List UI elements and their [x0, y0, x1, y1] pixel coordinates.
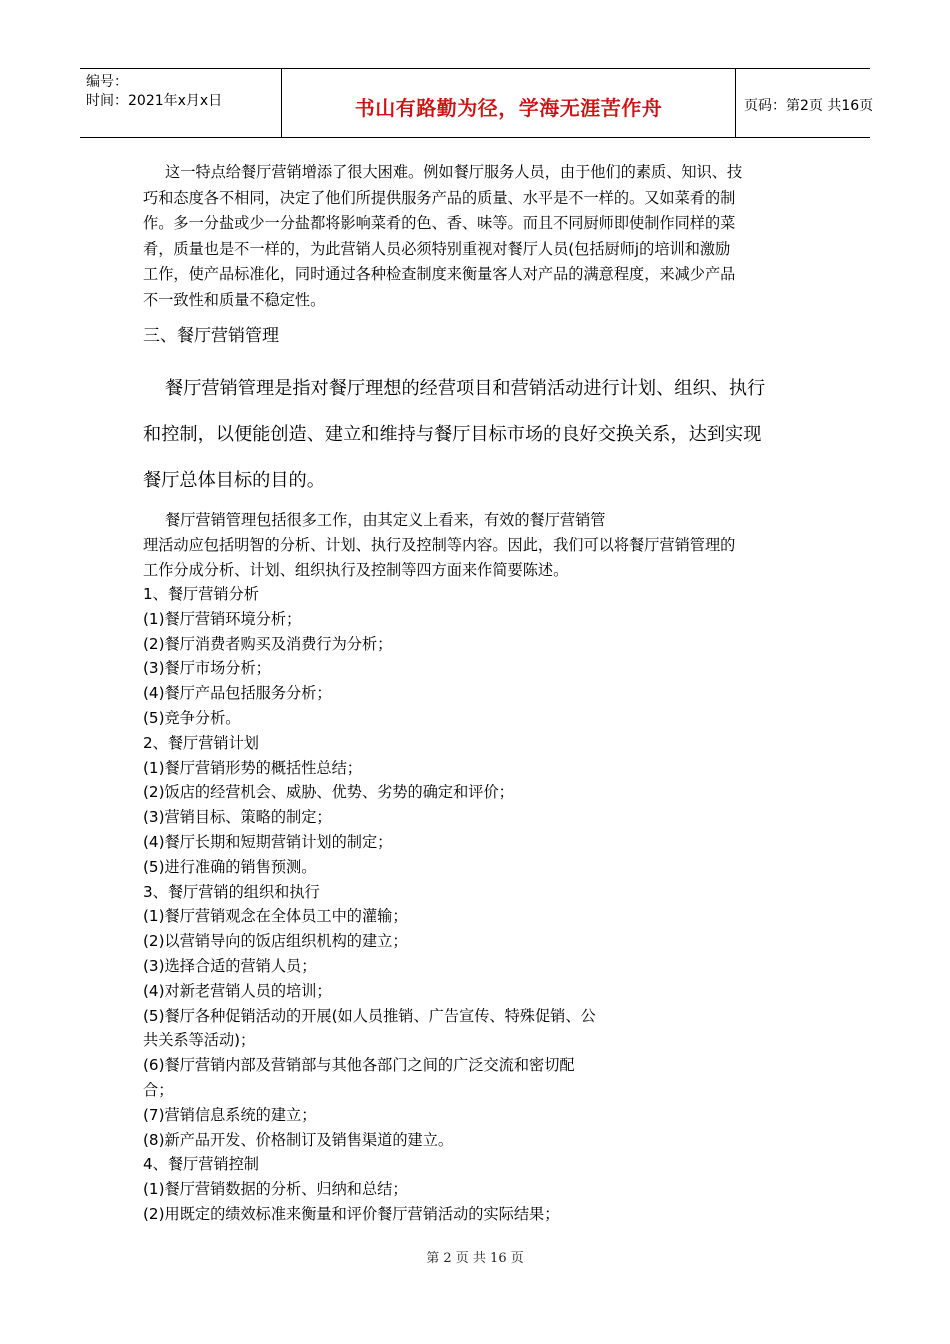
list-item: 合；: [143, 1080, 174, 1099]
text-line: 餐厅营销管理包括很多工作，由其定义上看来，有效的餐厅营销管: [165, 511, 606, 529]
list-item: (2)用既定的绩效标准来衡量和评价餐厅营销活动的实际结果；: [143, 1204, 560, 1223]
list-item: (5)进行准确的销售预测。: [143, 857, 317, 876]
list-item: (5)餐厅各种促销活动的开展(如人员推销、广告宣传、特殊促销、公: [143, 1006, 596, 1025]
list-item: (8)新产品开发、价格制订及销售渠道的建立。: [143, 1130, 454, 1149]
list-item: 1、餐厅营销分析: [143, 585, 259, 603]
list-item: (6)餐厅营销内部及营销部与其他各部门之间的广泛交流和密切配: [143, 1056, 575, 1075]
list-item: (2)以营销导向的饭店组织机构的建立；: [143, 932, 408, 951]
text-line: 这一特点给餐厅营销增添了很大困难。例如餐厅服务人员，由于他们的素质、知识、技: [165, 163, 743, 181]
page-footer: 第 2 页 共 16 页: [426, 1251, 524, 1266]
list-item: (3)营销目标、策略的制定；: [143, 808, 332, 827]
header-page-cell: [736, 69, 874, 137]
text-line: 不一致性和质量不稳定性。: [143, 290, 326, 309]
list-item: (3)餐厅市场分析；: [143, 659, 271, 678]
list-item: (2)餐厅消费者购买及消费行为分析；: [143, 634, 393, 653]
header-motto-cell: [282, 69, 736, 137]
list-item: 2、餐厅营销计划: [143, 733, 259, 752]
list-item: 共关系等活动)；: [143, 1031, 256, 1050]
text-line: 作。多一分盐或少一分盐都将影响菜肴的色、香、味等。而且不同厨师即使制作同样的菜: [143, 214, 736, 233]
list-item: (4)餐厅产品包括服务分析；: [143, 684, 332, 703]
text-line: 肴，质量也是不一样的，为此营销人员必须特别重视对餐厅人员(包括厨师j的培训和激励: [143, 239, 731, 258]
header-meta-cell: [80, 69, 282, 137]
paragraph-scope: [143, 508, 735, 583]
text-line: 餐厅总体目标的目的。: [143, 470, 325, 491]
document-header: [80, 68, 874, 138]
list-item: (1)餐厅营销数据的分析、归纳和总结；: [143, 1180, 408, 1199]
list-item: (7)营销信息系统的建立；: [143, 1105, 317, 1124]
list-item: 4、餐厅营销控制: [143, 1155, 259, 1174]
management-outline-list: [143, 582, 596, 1227]
list-item: (1)餐厅营销观念在全体员工中的灌输；: [143, 907, 408, 926]
text-line: 理活动应包括明智的分析、计划、执行及控制等内容。因此，我们可以将餐厅营销管理的: [143, 536, 736, 554]
section-title: 三、餐厅营销管理: [143, 326, 279, 346]
list-item: (2)饭店的经营机会、威胁、优势、劣势的确定和评价；: [143, 783, 514, 802]
list-item: (4)对新老营销人员的培训；: [143, 981, 332, 1000]
document-date-label: 时间：2021年x月x日: [86, 93, 223, 109]
list-item: (3)选择合适的营销人员；: [143, 956, 317, 975]
text-line: 和控制，以便能创造、建立和维持与餐厅目标市场的良好交换关系，达到实现: [143, 424, 762, 445]
text-line: 巧和态度各不相同，决定了他们所提供服务产品的质量、水平是不一样的。又如菜肴的制: [143, 188, 736, 207]
list-item: (1)餐厅营销环境分析；: [143, 609, 302, 628]
paragraph-difficulty: [143, 160, 742, 314]
document-number-label: 编号：: [86, 74, 128, 90]
text-line: 餐厅营销管理是指对餐厅理想的经营项目和营销活动进行计划、组织、执行: [165, 378, 766, 399]
list-item: (4)餐厅长期和短期营销计划的制定；: [143, 832, 393, 851]
list-item: (1)餐厅营销形势的概括性总结；: [143, 758, 362, 777]
text-line: 工作，使产品标准化，同时通过各种检查制度来衡量客人对产品的满意程度，来减少产品: [143, 265, 736, 284]
header-motto: 书山有路勤为径，学海无涯苦作舟: [354, 96, 663, 120]
paragraph-definition: [143, 366, 765, 504]
list-item: (5)竞争分析。: [143, 708, 241, 727]
list-item: 3、餐厅营销的组织和执行: [143, 882, 320, 901]
text-line: 工作分成分析、计划、组织执行及控制等四方面来作简要陈述。: [143, 561, 569, 579]
header-page-info: 页码：第2页 共16页: [744, 98, 874, 114]
